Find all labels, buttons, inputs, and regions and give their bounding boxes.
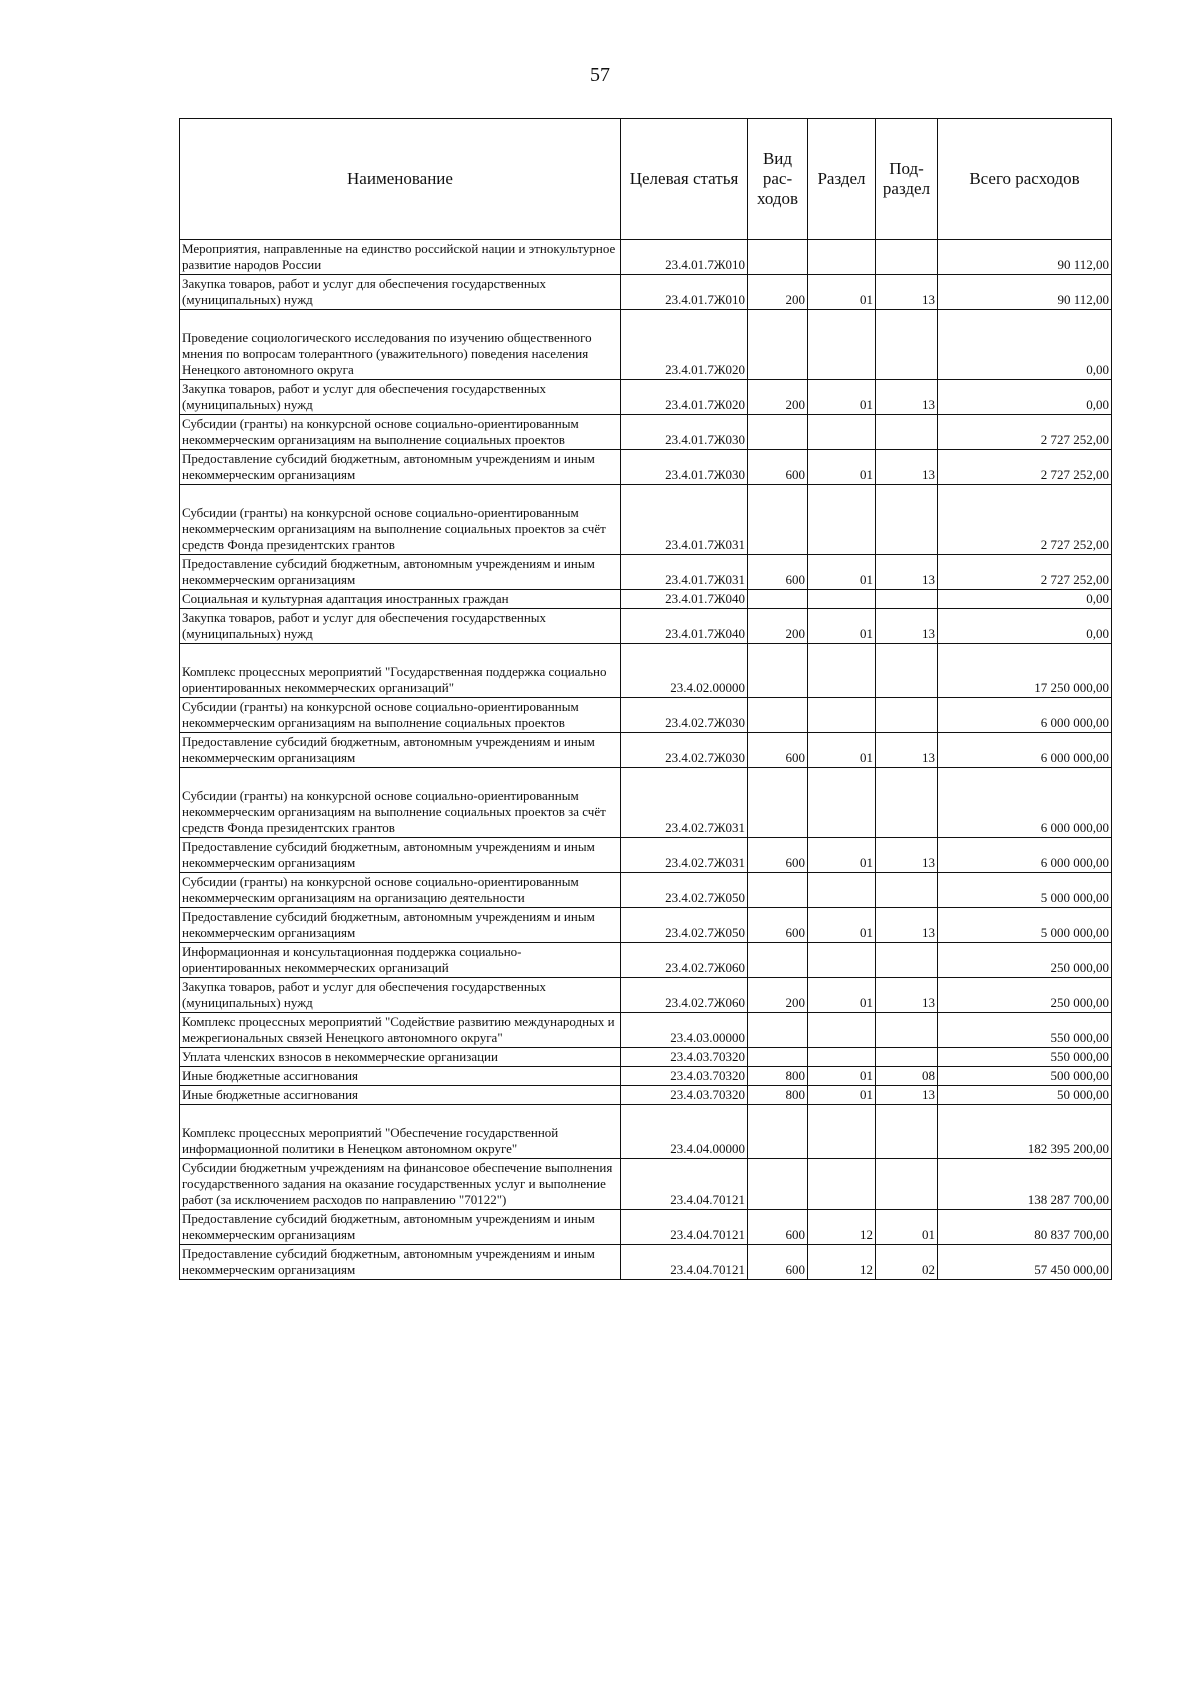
- cell-name: Субсидии (гранты) на конкурсной основе социально-ориентированным некоммерческим организациям на организацию деятельности: [180, 873, 621, 908]
- cell-total: 6 000 000,00: [938, 768, 1112, 838]
- cell-kind: 600: [748, 1210, 808, 1245]
- table-row: [180, 908, 1112, 943]
- cell-subsection: [876, 1159, 938, 1210]
- header-code: Целевая статья: [621, 119, 748, 240]
- cell-kind: [748, 698, 808, 733]
- cell-section: [808, 1048, 876, 1067]
- table-row: [180, 838, 1112, 873]
- cell-code: 23.4.01.7Ж020: [621, 380, 748, 415]
- cell-code: 23.4.01.7Ж030: [621, 450, 748, 485]
- cell-kind: [748, 590, 808, 609]
- cell-name: Мероприятия, направленные на единство российской нации и этнокультурное развитие народов России: [180, 240, 621, 275]
- cell-code: 23.4.02.7Ж060: [621, 943, 748, 978]
- cell-name: Предоставление субсидий бюджетным, автономным учреждениям и иным некоммерческим организациям: [180, 450, 621, 485]
- table-row: [180, 609, 1112, 644]
- cell-total: 50 000,00: [938, 1086, 1112, 1105]
- table-row: [180, 275, 1112, 310]
- cell-code: 23.4.01.7Ж031: [621, 555, 748, 590]
- cell-subsection: [876, 768, 938, 838]
- cell-total: 2 727 252,00: [938, 450, 1112, 485]
- table-row: [180, 698, 1112, 733]
- cell-section: [808, 943, 876, 978]
- cell-name: Субсидии (гранты) на конкурсной основе социально-ориентированным некоммерческим организациям на выполнение социальных проектов: [180, 415, 621, 450]
- cell-section: 01: [808, 733, 876, 768]
- cell-name: Субсидии (гранты) на конкурсной основе социально-ориентированным некоммерческим организациям на выполнение социальных проектов за счёт средств Фонда президентских грантов: [180, 485, 621, 555]
- table-row: [180, 1159, 1112, 1210]
- cell-name: Предоставление субсидий бюджетным, автономным учреждениям и иным некоммерческим организациям: [180, 838, 621, 873]
- cell-kind: [748, 310, 808, 380]
- header-name: Наименование: [180, 119, 621, 240]
- table-row: [180, 380, 1112, 415]
- cell-subsection: 13: [876, 450, 938, 485]
- cell-name: Информационная и консультационная поддержка социально-ориентированных некоммерческих организаций: [180, 943, 621, 978]
- table-header: [180, 119, 1112, 240]
- cell-total: 0,00: [938, 380, 1112, 415]
- cell-name: Субсидии (гранты) на конкурсной основе социально-ориентированным некоммерческим организациям на выполнение социальных проектов за счёт средств Фонда президентских грантов: [180, 768, 621, 838]
- cell-kind: [748, 943, 808, 978]
- budget-table: [179, 118, 1112, 1280]
- cell-name: Иные бюджетные ассигнования: [180, 1086, 621, 1105]
- cell-total: 0,00: [938, 590, 1112, 609]
- cell-code: 23.4.04.70121: [621, 1210, 748, 1245]
- table-row: [180, 1013, 1112, 1048]
- cell-code: 23.4.02.7Ж030: [621, 698, 748, 733]
- cell-section: [808, 1159, 876, 1210]
- cell-name: Комплекс процессных мероприятий "Государственная поддержка социально ориентированных некоммерческих организаций": [180, 644, 621, 698]
- cell-section: [808, 698, 876, 733]
- cell-subsection: 13: [876, 380, 938, 415]
- cell-kind: [748, 1105, 808, 1159]
- table-row: [180, 978, 1112, 1013]
- cell-name: Предоставление субсидий бюджетным, автономным учреждениям и иным некоммерческим организациям: [180, 733, 621, 768]
- cell-code: 23.4.02.7Ж031: [621, 768, 748, 838]
- cell-total: 550 000,00: [938, 1048, 1112, 1067]
- cell-subsection: 13: [876, 555, 938, 590]
- cell-kind: 600: [748, 908, 808, 943]
- cell-kind: 200: [748, 978, 808, 1013]
- cell-subsection: 08: [876, 1067, 938, 1086]
- table-row: [180, 644, 1112, 698]
- cell-total: 500 000,00: [938, 1067, 1112, 1086]
- cell-section: 01: [808, 275, 876, 310]
- cell-subsection: 13: [876, 838, 938, 873]
- table-row: [180, 240, 1112, 275]
- cell-code: 23.4.01.7Ж040: [621, 609, 748, 644]
- cell-name: Закупка товаров, работ и услуг для обеспечения государственных (муниципальных) нужд: [180, 275, 621, 310]
- cell-total: 90 112,00: [938, 275, 1112, 310]
- header-section: Раздел: [808, 119, 876, 240]
- cell-section: 01: [808, 838, 876, 873]
- cell-name: Иные бюджетные ассигнования: [180, 1067, 621, 1086]
- cell-total: 6 000 000,00: [938, 838, 1112, 873]
- cell-kind: [748, 768, 808, 838]
- cell-subsection: [876, 240, 938, 275]
- cell-code: 23.4.01.7Ж010: [621, 240, 748, 275]
- header-subsection: Под-раздел: [876, 119, 938, 240]
- cell-subsection: [876, 1048, 938, 1067]
- cell-code: 23.4.02.7Ж031: [621, 838, 748, 873]
- cell-section: 01: [808, 908, 876, 943]
- cell-name: Уплата членских взносов в некоммерческие организации: [180, 1048, 621, 1067]
- cell-kind: [748, 1013, 808, 1048]
- table-row: [180, 415, 1112, 450]
- header-total: Всего расходов: [938, 119, 1112, 240]
- cell-code: 23.4.01.7Ж031: [621, 485, 748, 555]
- cell-subsection: [876, 644, 938, 698]
- cell-subsection: 13: [876, 1086, 938, 1105]
- cell-subsection: [876, 873, 938, 908]
- cell-total: 6 000 000,00: [938, 698, 1112, 733]
- cell-subsection: [876, 590, 938, 609]
- cell-section: [808, 415, 876, 450]
- cell-total: 17 250 000,00: [938, 644, 1112, 698]
- cell-code: 23.4.02.7Ж030: [621, 733, 748, 768]
- cell-section: [808, 1105, 876, 1159]
- cell-code: 23.4.01.7Ж010: [621, 275, 748, 310]
- cell-total: 250 000,00: [938, 978, 1112, 1013]
- cell-subsection: 02: [876, 1245, 938, 1280]
- cell-subsection: 13: [876, 978, 938, 1013]
- cell-kind: 200: [748, 275, 808, 310]
- cell-code: 23.4.02.7Ж060: [621, 978, 748, 1013]
- cell-section: 01: [808, 450, 876, 485]
- cell-total: 5 000 000,00: [938, 873, 1112, 908]
- cell-code: 23.4.03.70320: [621, 1048, 748, 1067]
- cell-section: 12: [808, 1245, 876, 1280]
- table-row: [180, 873, 1112, 908]
- header-row: [180, 119, 1112, 240]
- cell-total: 182 395 200,00: [938, 1105, 1112, 1159]
- table-row: [180, 310, 1112, 380]
- cell-total: 2 727 252,00: [938, 555, 1112, 590]
- table-row: [180, 485, 1112, 555]
- cell-subsection: [876, 485, 938, 555]
- table-row: [180, 768, 1112, 838]
- cell-name: Предоставление субсидий бюджетным, автономным учреждениям и иным некоммерческим организациям: [180, 1245, 621, 1280]
- cell-total: 138 287 700,00: [938, 1159, 1112, 1210]
- cell-section: 01: [808, 1067, 876, 1086]
- cell-code: 23.4.04.70121: [621, 1159, 748, 1210]
- cell-kind: 600: [748, 450, 808, 485]
- cell-section: 01: [808, 1086, 876, 1105]
- cell-name: Закупка товаров, работ и услуг для обеспечения государственных (муниципальных) нужд: [180, 609, 621, 644]
- page-number: 57: [590, 64, 610, 86]
- cell-code: 23.4.02.00000: [621, 644, 748, 698]
- cell-subsection: 13: [876, 609, 938, 644]
- cell-kind: [748, 1048, 808, 1067]
- header-kind: Вид рас-ходов: [748, 119, 808, 240]
- cell-subsection: 13: [876, 908, 938, 943]
- cell-total: 0,00: [938, 310, 1112, 380]
- cell-subsection: [876, 943, 938, 978]
- cell-kind: [748, 415, 808, 450]
- table-row: [180, 555, 1112, 590]
- cell-section: [808, 873, 876, 908]
- cell-section: [808, 310, 876, 380]
- cell-section: [808, 590, 876, 609]
- cell-code: 23.4.02.7Ж050: [621, 873, 748, 908]
- cell-name: Предоставление субсидий бюджетным, автономным учреждениям и иным некоммерческим организациям: [180, 1210, 621, 1245]
- cell-kind: 600: [748, 555, 808, 590]
- cell-kind: 200: [748, 609, 808, 644]
- cell-section: 01: [808, 555, 876, 590]
- cell-code: 23.4.03.00000: [621, 1013, 748, 1048]
- cell-subsection: 13: [876, 275, 938, 310]
- cell-total: 2 727 252,00: [938, 485, 1112, 555]
- cell-name: Проведение социологического исследования по изучению общественного мнения по вопросам толерантного (уважительного) поведения населения Ненецкого автономного округа: [180, 310, 621, 380]
- cell-kind: [748, 873, 808, 908]
- cell-total: 5 000 000,00: [938, 908, 1112, 943]
- cell-section: [808, 768, 876, 838]
- cell-section: 01: [808, 609, 876, 644]
- cell-subsection: [876, 310, 938, 380]
- cell-kind: [748, 485, 808, 555]
- cell-subsection: 01: [876, 1210, 938, 1245]
- cell-kind: [748, 1159, 808, 1210]
- table-row: [180, 1245, 1112, 1280]
- cell-subsection: 13: [876, 733, 938, 768]
- cell-name: Закупка товаров, работ и услуг для обеспечения государственных (муниципальных) нужд: [180, 380, 621, 415]
- cell-section: [808, 240, 876, 275]
- table-body: [180, 240, 1112, 1280]
- cell-code: 23.4.02.7Ж050: [621, 908, 748, 943]
- cell-name: Комплекс процессных мероприятий "Содействие развитию международных и межрегиональных связей Ненецкого автономного округа": [180, 1013, 621, 1048]
- cell-name: Субсидии бюджетным учреждениям на финансовое обеспечение выполнения государственного задания на оказание государственных услуг и выполнение работ (за исключением расходов по направлению "70122"): [180, 1159, 621, 1210]
- table-row: [180, 1105, 1112, 1159]
- cell-kind: [748, 240, 808, 275]
- cell-total: 6 000 000,00: [938, 733, 1112, 768]
- cell-section: 01: [808, 978, 876, 1013]
- cell-section: [808, 485, 876, 555]
- cell-total: 80 837 700,00: [938, 1210, 1112, 1245]
- cell-total: 57 450 000,00: [938, 1245, 1112, 1280]
- cell-code: 23.4.03.70320: [621, 1086, 748, 1105]
- cell-kind: 200: [748, 380, 808, 415]
- cell-subsection: [876, 698, 938, 733]
- cell-name: Предоставление субсидий бюджетным, автономным учреждениям и иным некоммерческим организациям: [180, 555, 621, 590]
- cell-kind: 800: [748, 1067, 808, 1086]
- cell-kind: 600: [748, 733, 808, 768]
- cell-name: Закупка товаров, работ и услуг для обеспечения государственных (муниципальных) нужд: [180, 978, 621, 1013]
- cell-subsection: [876, 1013, 938, 1048]
- table-row: [180, 590, 1112, 609]
- cell-subsection: [876, 1105, 938, 1159]
- table-row: [180, 733, 1112, 768]
- cell-section: [808, 1013, 876, 1048]
- cell-code: 23.4.01.7Ж030: [621, 415, 748, 450]
- cell-kind: 600: [748, 1245, 808, 1280]
- table-row: [180, 1048, 1112, 1067]
- cell-name: Комплекс процессных мероприятий "Обеспечение государственной информационной политики в Ненецком автономном округе": [180, 1105, 621, 1159]
- cell-total: 90 112,00: [938, 240, 1112, 275]
- table-row: [180, 943, 1112, 978]
- cell-kind: [748, 644, 808, 698]
- cell-code: 23.4.04.00000: [621, 1105, 748, 1159]
- cell-subsection: [876, 415, 938, 450]
- table-row: [180, 450, 1112, 485]
- table-row: [180, 1210, 1112, 1245]
- cell-code: 23.4.04.70121: [621, 1245, 748, 1280]
- table-row: [180, 1067, 1112, 1086]
- cell-total: 2 727 252,00: [938, 415, 1112, 450]
- cell-code: 23.4.01.7Ж020: [621, 310, 748, 380]
- cell-total: 0,00: [938, 609, 1112, 644]
- cell-name: Социальная и культурная адаптация иностранных граждан: [180, 590, 621, 609]
- cell-section: [808, 644, 876, 698]
- cell-code: 23.4.03.70320: [621, 1067, 748, 1086]
- table-row: [180, 1086, 1112, 1105]
- cell-code: 23.4.01.7Ж040: [621, 590, 748, 609]
- cell-section: 12: [808, 1210, 876, 1245]
- cell-total: 250 000,00: [938, 943, 1112, 978]
- cell-total: 550 000,00: [938, 1013, 1112, 1048]
- cell-name: Предоставление субсидий бюджетным, автономным учреждениям и иным некоммерческим организациям: [180, 908, 621, 943]
- cell-kind: 600: [748, 838, 808, 873]
- cell-name: Субсидии (гранты) на конкурсной основе социально-ориентированным некоммерческим организациям на выполнение социальных проектов: [180, 698, 621, 733]
- cell-section: 01: [808, 380, 876, 415]
- cell-kind: 800: [748, 1086, 808, 1105]
